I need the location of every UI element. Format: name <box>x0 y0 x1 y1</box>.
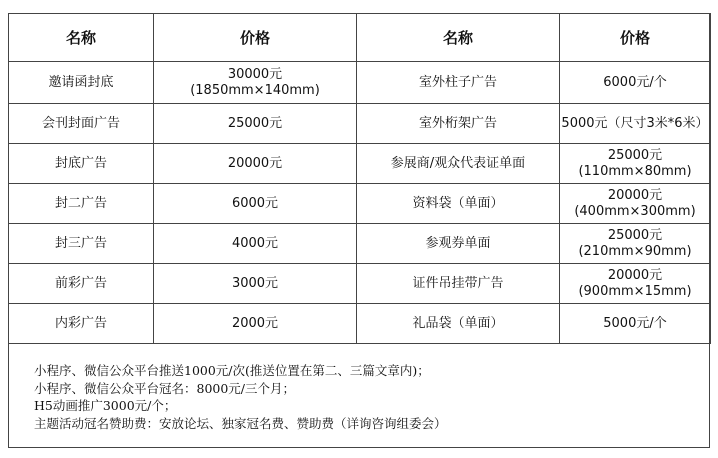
item-price-amount: 30000元 <box>227 66 283 82</box>
header-name-2: 名称 <box>357 14 560 62</box>
item-price: 20000元 <box>154 144 357 184</box>
table-row <box>9 62 711 104</box>
price-table <box>8 13 711 344</box>
item-name: 会刊封面广告 <box>9 104 154 144</box>
item-name: 封三广告 <box>9 224 154 264</box>
table-header-row <box>9 14 711 62</box>
header-price-2: 价格 <box>560 14 711 62</box>
note-line: 主题活动冠名赞助费：安放论坛、独家冠名费、赞助费（详询咨询组委会） <box>34 415 447 431</box>
table-row <box>9 144 711 184</box>
table-row <box>9 264 711 304</box>
item-name: 参观券单面 <box>357 224 560 264</box>
item-price: 3000元 <box>154 264 357 304</box>
item-price: 25000元 <box>154 104 357 144</box>
item-price: 4000元 <box>154 224 357 264</box>
item-name: 资料袋（单面） <box>357 184 560 224</box>
table-row <box>9 224 711 264</box>
item-price: 20000元(900mm×15mm) <box>560 264 711 304</box>
item-price-size: (1850mm×140mm) <box>190 82 320 98</box>
header-price-1: 价格 <box>154 14 357 62</box>
item-name: 室外柱子广告 <box>357 62 560 104</box>
item-price: 5000元（尺寸3米*6米） <box>560 104 711 144</box>
item-name: 参展商/观众代表证单面 <box>357 144 560 184</box>
item-name: 前彩广告 <box>9 264 154 304</box>
item-name: 邀请函封底 <box>9 62 154 104</box>
header-name-1: 名称 <box>9 14 154 62</box>
item-price: 2000元 <box>154 304 357 344</box>
item-name: 证件吊挂带广告 <box>357 264 560 304</box>
item-price: 5000元/个 <box>560 304 711 344</box>
item-name: 室外桁架广告 <box>357 104 560 144</box>
item-name: 内彩广告 <box>9 304 154 344</box>
item-name: 礼品袋（单面） <box>357 304 560 344</box>
note-line: H5动画推广3000元/个； <box>34 398 177 413</box>
item-name: 封底广告 <box>9 144 154 184</box>
table-row <box>9 304 711 344</box>
table-row <box>9 104 711 144</box>
table-row <box>9 184 711 224</box>
item-price <box>154 62 357 104</box>
item-name: 封二广告 <box>9 184 154 224</box>
item-price: 25000元(210mm×90mm) <box>560 224 711 264</box>
item-price: 25000元(110mm×80mm) <box>560 144 711 184</box>
note-line: 小程序、微信公众平台推送1000元/次(推送位置在第二、三篇文章内)； <box>34 363 430 378</box>
item-price: 20000元(400mm×300mm) <box>560 184 711 224</box>
item-price: 6000元 <box>154 184 357 224</box>
note-line: 小程序、微信公众平台冠名：8000元/三个月； <box>34 380 296 396</box>
item-price: 6000元/个 <box>560 62 711 104</box>
notes-section <box>34 362 447 432</box>
